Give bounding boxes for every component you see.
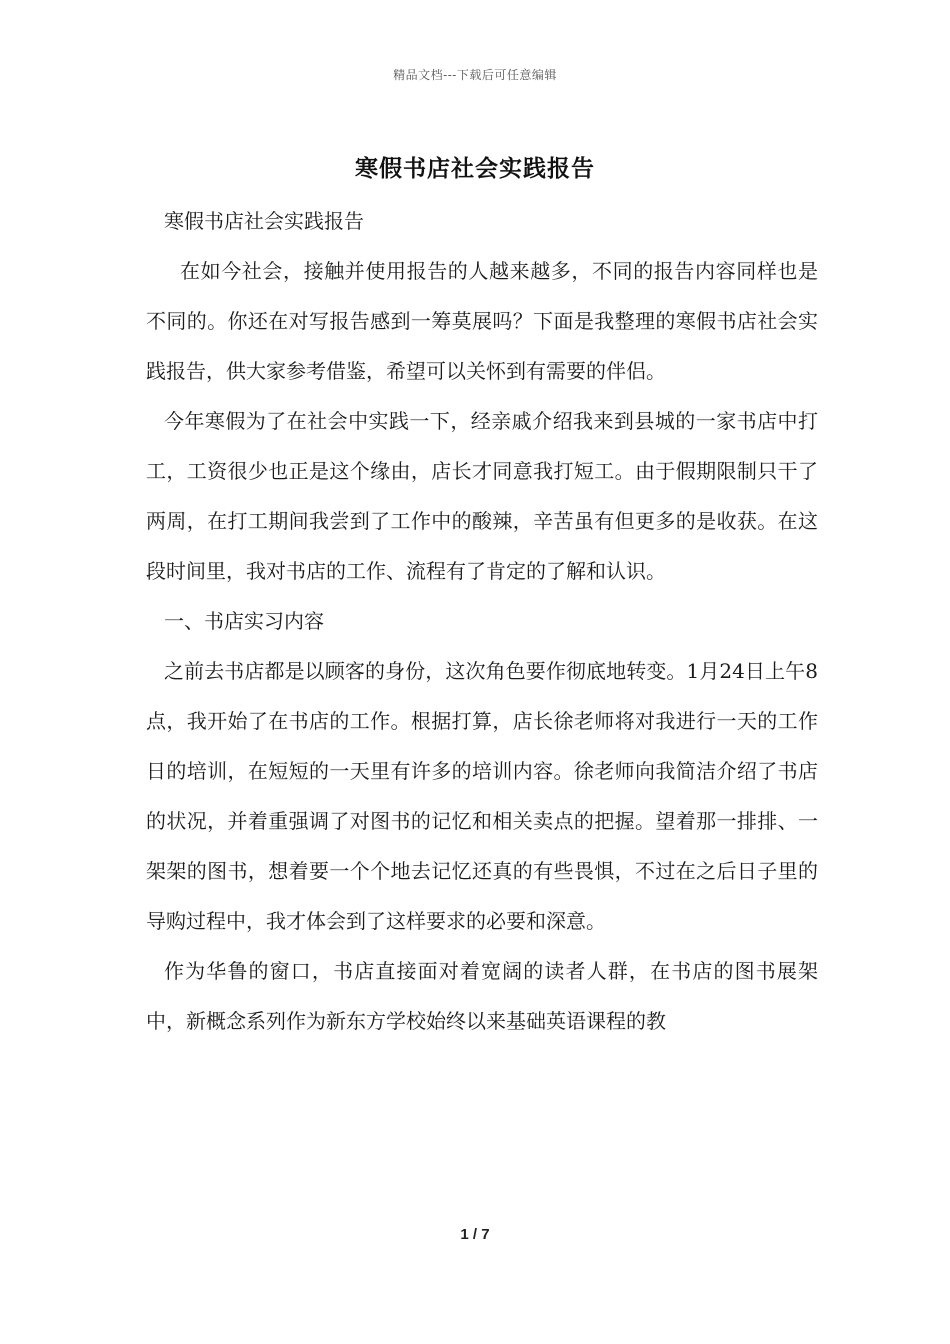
- page-number: 1 / 7: [460, 1226, 490, 1243]
- header-note: 精品文档---下载后可任意编辑: [393, 68, 557, 82]
- section-heading-1: 一、书店实习内容: [164, 609, 324, 633]
- body-paragraph-training: 之前去书店都是以顾客的身份，这次角色要作彻底地转变。1月24日上午8点，我开始了在书店的工作。根据打算，店长徐老师将对我进行一天的工作日的培训，在短短的一天里有许多的培训内容。徐老师向我简洁介绍了书店的状况，并着重强调了对图书的记忆和相关卖点的把握。望着那一排排、一架架的图书，想着要一个个地去记忆还真的有些畏惧，不过在之后日子里的导购过程中，我才体会到了这样要求的必要和深意。: [146, 659, 818, 933]
- body-paragraph-background: 今年寒假为了在社会中实践一下，经亲戚介绍我来到县城的一家书店中打工，工资很少也正是这个缘由，店长才同意我打短工。由于假期限制只干了两周，在打工期间我尝到了工作中的酸辣，辛苦虽有但更多的是收获。在这段时间里，我对书店的工作、流程有了肯定的了解和认识。: [146, 409, 818, 583]
- body-paragraph-intro: 在如今社会，接触并使用报告的人越来越多，不同的报告内容同样也是不同的。你还在对写报告感到一筹莫展吗？下面是我整理的寒假书店社会实践报告，供大家参考借鉴，希望可以关怀到有需要的伴侣。: [146, 259, 818, 383]
- body-paragraph-window: 作为华鲁的窗口，书店直接面对着宽阔的读者人群，在书店的图书展架中，新概念系列作为新东方学校始终以来基础英语课程的教: [146, 959, 818, 1033]
- document-title: 寒假书店社会实践报告: [355, 155, 595, 182]
- document-body: [146, 196, 818, 1046]
- body-paragraph-subtitle: 寒假书店社会实践报告: [164, 209, 364, 233]
